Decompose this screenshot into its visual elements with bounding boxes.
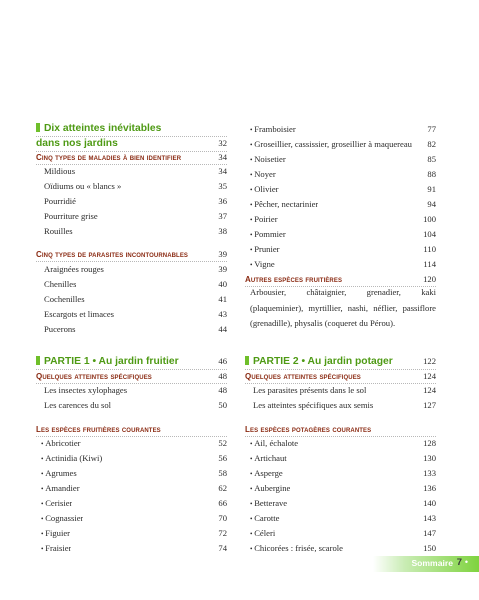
toc-entry: [245, 399, 436, 412]
entry-page: 48: [218, 385, 227, 395]
entry-label: • Vigne: [250, 258, 275, 272]
toc-entry: [245, 183, 436, 196]
toc-entry: [245, 243, 436, 256]
toc-entry: [245, 437, 436, 450]
part-page: 46: [218, 356, 227, 366]
entry-page: 58: [218, 468, 227, 478]
entry-page: 35: [218, 181, 227, 191]
toc-entry: [245, 384, 436, 397]
entry-page: 133: [423, 468, 436, 478]
toc-entry: [36, 308, 227, 321]
entry-label: • Noyer: [250, 168, 276, 182]
entry-page: 38: [218, 226, 227, 236]
entry-label: • Fraisier: [41, 542, 71, 556]
toc-entry: [36, 384, 227, 397]
entry-label: • Groseillier, cassissier, groseillier à maquereau: [250, 138, 412, 152]
toc-entry: [245, 213, 436, 226]
toc-category: [245, 423, 436, 436]
toc-entry: [36, 195, 227, 208]
toc-entry: [245, 452, 436, 465]
toc-category: [36, 423, 227, 436]
entry-label: • Framboisier: [250, 123, 296, 137]
entry-page: 147: [423, 528, 436, 538]
toc-part-heading: [245, 355, 436, 368]
entry-page: 40: [218, 279, 227, 289]
entry-page: 34: [218, 166, 227, 176]
toc-entry: [245, 542, 436, 555]
entry-label: • Figuier: [41, 527, 70, 541]
entry-page: 104: [423, 229, 436, 239]
entry-page: 128: [423, 438, 436, 448]
entry-label: • Cerisier: [41, 497, 72, 511]
toc-entry: [245, 138, 436, 151]
entry-label: Oïdiums ou « blancs »: [44, 181, 122, 191]
entry-page: 44: [218, 324, 227, 334]
category-label: Cinq types de maladies à bien identifier: [36, 153, 182, 162]
footer-page-number: 7: [456, 557, 462, 568]
toc-entry: [36, 452, 227, 465]
entry-label: Pourriture grise: [44, 211, 98, 221]
toc-entry: [36, 497, 227, 510]
toc-entry: [245, 168, 436, 181]
section-title-line1: Dix atteintes inévitables: [44, 123, 162, 134]
toc-entry: [245, 512, 436, 525]
entry-label: • Betterave: [250, 497, 287, 511]
entry-label: Les atteintes spécifiques aux semis: [253, 400, 374, 410]
toc-entry: [36, 527, 227, 540]
category-page: 48: [218, 371, 227, 381]
category-label: Quelques atteintes spécifiques: [245, 372, 361, 381]
entry-label: Chenilles: [44, 279, 77, 289]
entry-page: 82: [427, 139, 436, 149]
entry-label: • Agrumes: [41, 467, 77, 481]
toc-entry: [245, 258, 436, 271]
entry-label: Pourridié: [44, 196, 76, 206]
entry-page: 91: [427, 184, 436, 194]
entry-page: 41: [218, 294, 227, 304]
category-label: Les espèces potagères courantes: [245, 425, 372, 434]
entry-label: • Ail, échalote: [250, 437, 298, 451]
toc-entry: [36, 512, 227, 525]
toc-section-heading-line2: [36, 137, 227, 150]
toc-entry: [36, 399, 227, 412]
entry-label: • Céleri: [250, 527, 275, 541]
toc-category: [36, 370, 227, 383]
entry-page: 36: [218, 196, 227, 206]
entry-page: 85: [427, 154, 436, 164]
toc-entry: [245, 497, 436, 510]
toc-section-heading: [36, 122, 227, 135]
entry-page: 66: [218, 498, 227, 508]
entry-page: 74: [218, 543, 227, 553]
toc-entry: [36, 180, 227, 193]
category-label: Les espèces fruitières courantes: [36, 425, 161, 434]
entry-page: 62: [218, 483, 227, 493]
part-title: PARTIE 1 • Au jardin fruitier: [44, 356, 179, 367]
toc-entry: [36, 323, 227, 336]
entry-page: 72: [218, 528, 227, 538]
category-page: 34: [218, 152, 227, 162]
entry-label: Cochenilles: [44, 294, 85, 304]
entry-page: 50: [218, 400, 227, 410]
toc-part-heading: [36, 355, 227, 368]
entry-label: Les insectes xylophages: [44, 385, 128, 395]
entry-label: • Actinidia (Kiwi): [41, 452, 102, 466]
entry-page: 100: [423, 214, 436, 224]
toc-entry: [245, 527, 436, 540]
toc-category: [245, 370, 436, 383]
toc-entry: [36, 165, 227, 178]
entry-label: • Poirier: [250, 213, 278, 227]
section-title-line2: dans nos jardins: [36, 138, 118, 149]
category-page: 124: [423, 371, 436, 381]
entry-page: 70: [218, 513, 227, 523]
entry-label: • Noisetier: [250, 153, 286, 167]
toc-entry: [245, 153, 436, 166]
entry-label: • Abricotier: [41, 437, 81, 451]
entry-page: 43: [218, 309, 227, 319]
entry-page: 114: [423, 259, 436, 269]
entry-label: • Prunier: [250, 243, 280, 257]
category-label: Quelques atteintes spécifiques: [36, 372, 152, 381]
entry-page: 39: [218, 264, 227, 274]
entry-page: 130: [423, 453, 436, 463]
entry-page: 143: [423, 513, 436, 523]
entry-page: 56: [218, 453, 227, 463]
entry-page: 52: [218, 438, 227, 448]
part-page: 122: [423, 356, 436, 366]
toc-entry: [36, 225, 227, 238]
entry-page: 110: [423, 244, 436, 254]
entry-label: • Olivier: [250, 183, 279, 197]
toc-entry: [245, 228, 436, 241]
entry-page: 127: [423, 400, 436, 410]
category-page: 120: [423, 274, 436, 284]
toc-entry: [36, 437, 227, 450]
entry-label: • Pommier: [250, 228, 286, 242]
entry-page: 136: [423, 483, 436, 493]
footer-section-label: Sommaire: [411, 558, 453, 568]
entry-label: • Aubergine: [250, 482, 290, 496]
other-species-paragraph: Arbousier, châtaignier, grenadier, kaki (plaqueminier), myrtillier, nashi, néflier, passiflore (grenadille), physalis (coqueret du Pérou).: [250, 287, 436, 328]
entry-page: 88: [427, 169, 436, 179]
toc-entry: [245, 198, 436, 211]
toc-category: [36, 151, 227, 164]
toc-entry: [36, 210, 227, 223]
toc-entry: [245, 123, 436, 136]
entry-label: • Pêcher, nectarinier: [250, 198, 318, 212]
entry-label: • Carotte: [250, 512, 280, 526]
entry-page: 94: [427, 199, 436, 209]
toc-entry: [36, 278, 227, 291]
entry-label: Rouilles: [44, 226, 73, 236]
entry-label: Escargots et limaces: [44, 309, 115, 319]
entry-page: 37: [218, 211, 227, 221]
toc-entry: [245, 482, 436, 495]
toc-category: [36, 248, 227, 261]
entry-page: 77: [427, 124, 436, 134]
entry-label: • Cognassier: [41, 512, 83, 526]
part-title: PARTIE 2 • Au jardin potager: [253, 356, 393, 367]
entry-label: Araignées rouges: [44, 264, 104, 274]
entry-label: Les parasites présents dans le sol: [253, 385, 367, 395]
toc-entry: [36, 467, 227, 480]
toc-entry: [36, 263, 227, 276]
entry-page: 140: [423, 498, 436, 508]
entry-page: 150: [423, 543, 436, 553]
entry-label: • Chicorées : frisée, scarole: [250, 542, 343, 556]
section-page: 32: [218, 138, 227, 148]
category-label: Cinq types de parasites incontournables: [36, 250, 189, 259]
section-marker: [36, 123, 40, 132]
section-marker: [245, 356, 249, 365]
toc-entry: [245, 467, 436, 480]
section-marker: [36, 356, 40, 365]
category-label: Autres espèces fruitières: [245, 275, 343, 284]
entry-label: Pucerons: [44, 324, 76, 334]
entry-label: Les carences du sol: [44, 400, 112, 410]
entry-label: • Asperge: [250, 467, 283, 481]
entry-label: • Amandier: [41, 482, 80, 496]
entry-label: Mildious: [44, 166, 76, 176]
toc-entry: [36, 482, 227, 495]
toc-entry: [36, 542, 227, 555]
entry-label: • Artichaut: [250, 452, 287, 466]
category-page: 39: [218, 249, 227, 259]
toc-entry: [36, 293, 227, 306]
entry-page: 124: [423, 385, 436, 395]
footer-separator-dot: •: [464, 557, 468, 567]
